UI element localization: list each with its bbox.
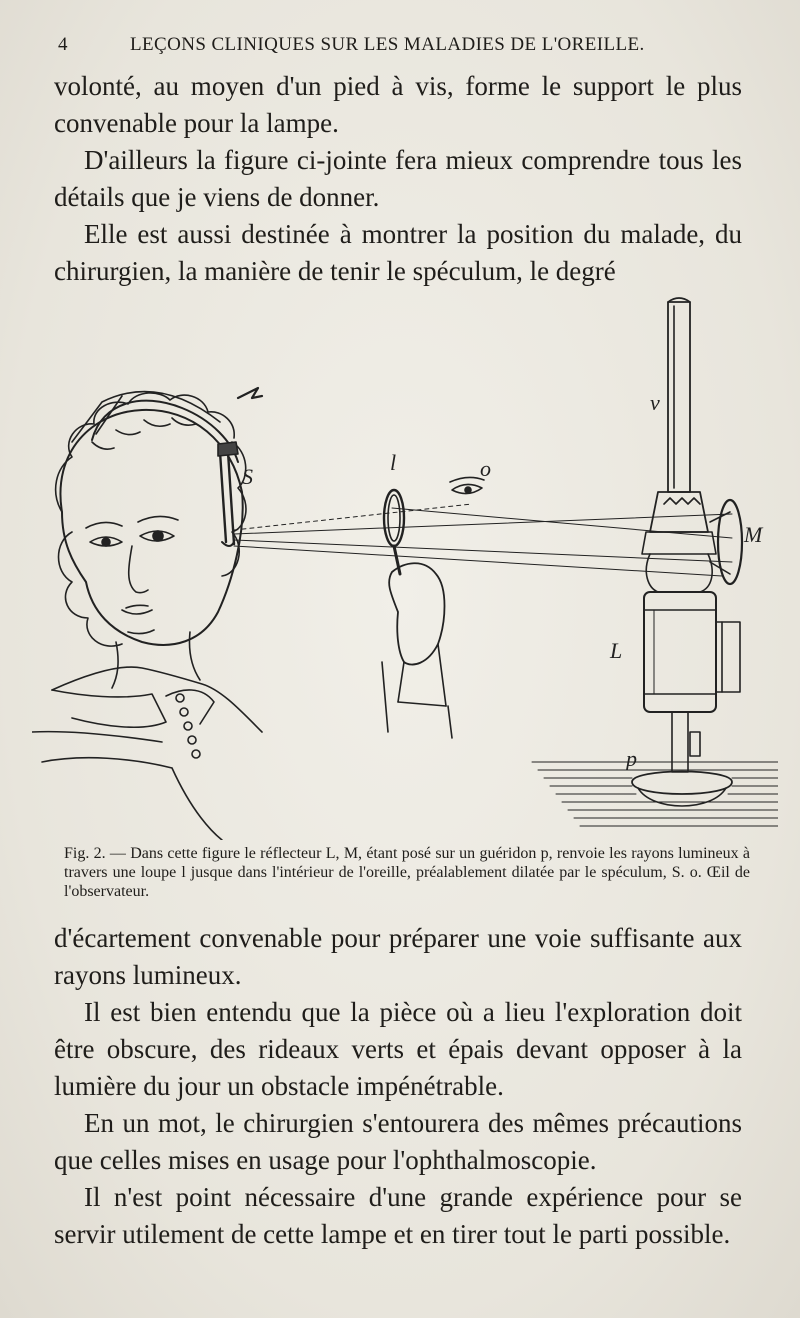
label-L: L: [610, 638, 623, 663]
label-l: l: [390, 450, 397, 475]
light-rays: [234, 504, 732, 576]
lamp: [632, 298, 742, 806]
label-S: S: [242, 464, 253, 489]
paragraph: Il est bien entendu que la pièce où a lieu l'exploration doit être obscure, des rideaux verts et épais devant opposer à la lumière du jour un obstacle impénétrable.: [54, 997, 742, 1101]
paragraph: Elle est aussi destinée à montrer la position du malade, du chirurgien, la manière de tenir le spéculum, le degré: [54, 219, 742, 286]
label-v: v: [650, 390, 660, 415]
observer-eye: [450, 477, 484, 493]
text-top: [54, 68, 742, 290]
page-number: 4: [58, 34, 68, 55]
figure-illustration: [32, 292, 778, 840]
label-p: p: [626, 746, 637, 771]
paragraph: Il n'est point nécessaire d'une grande expérience pour se servir utilement de cette lampe et en tirer tout le parti possible.: [54, 1182, 742, 1249]
paragraph: D'ailleurs la figure ci-jointe fera mieux comprendre tous les détails que je viens de donner.: [54, 145, 742, 212]
patient-head: [32, 392, 262, 840]
running-title: LEÇONS CLINIQUES SUR LES MALADIES DE L'OREILLE.: [130, 34, 645, 55]
label-M: M: [744, 522, 763, 547]
text-bottom: [54, 920, 742, 1253]
table-surface: [532, 762, 778, 826]
engraving: [32, 292, 778, 840]
figure-caption: Fig. 2. — Dans cette figure le réflecteur L, M, étant posé sur un guéridon p, renvoie les rayons lumineux à travers une loupe l jusque dans l'intérieur de l'oreille, préalablement dilatée par le spéculum, S. o. Œil de l'observateur.: [64, 845, 750, 900]
label-o: o: [480, 456, 491, 481]
paragraph: volonté, au moyen d'un pied à vis, forme le support le plus convenable pour la lampe.: [54, 71, 742, 138]
bird-mark: [238, 388, 262, 398]
running-header: [50, 34, 770, 62]
paragraph: En un mot, le chirurgien s'entourera des mêmes précautions que celles mises en usage pour l'ophthalmoscopie.: [54, 1108, 742, 1175]
paragraph: d'écartement convenable pour préparer une voie suffisante aux rayons lumineux.: [54, 923, 742, 990]
